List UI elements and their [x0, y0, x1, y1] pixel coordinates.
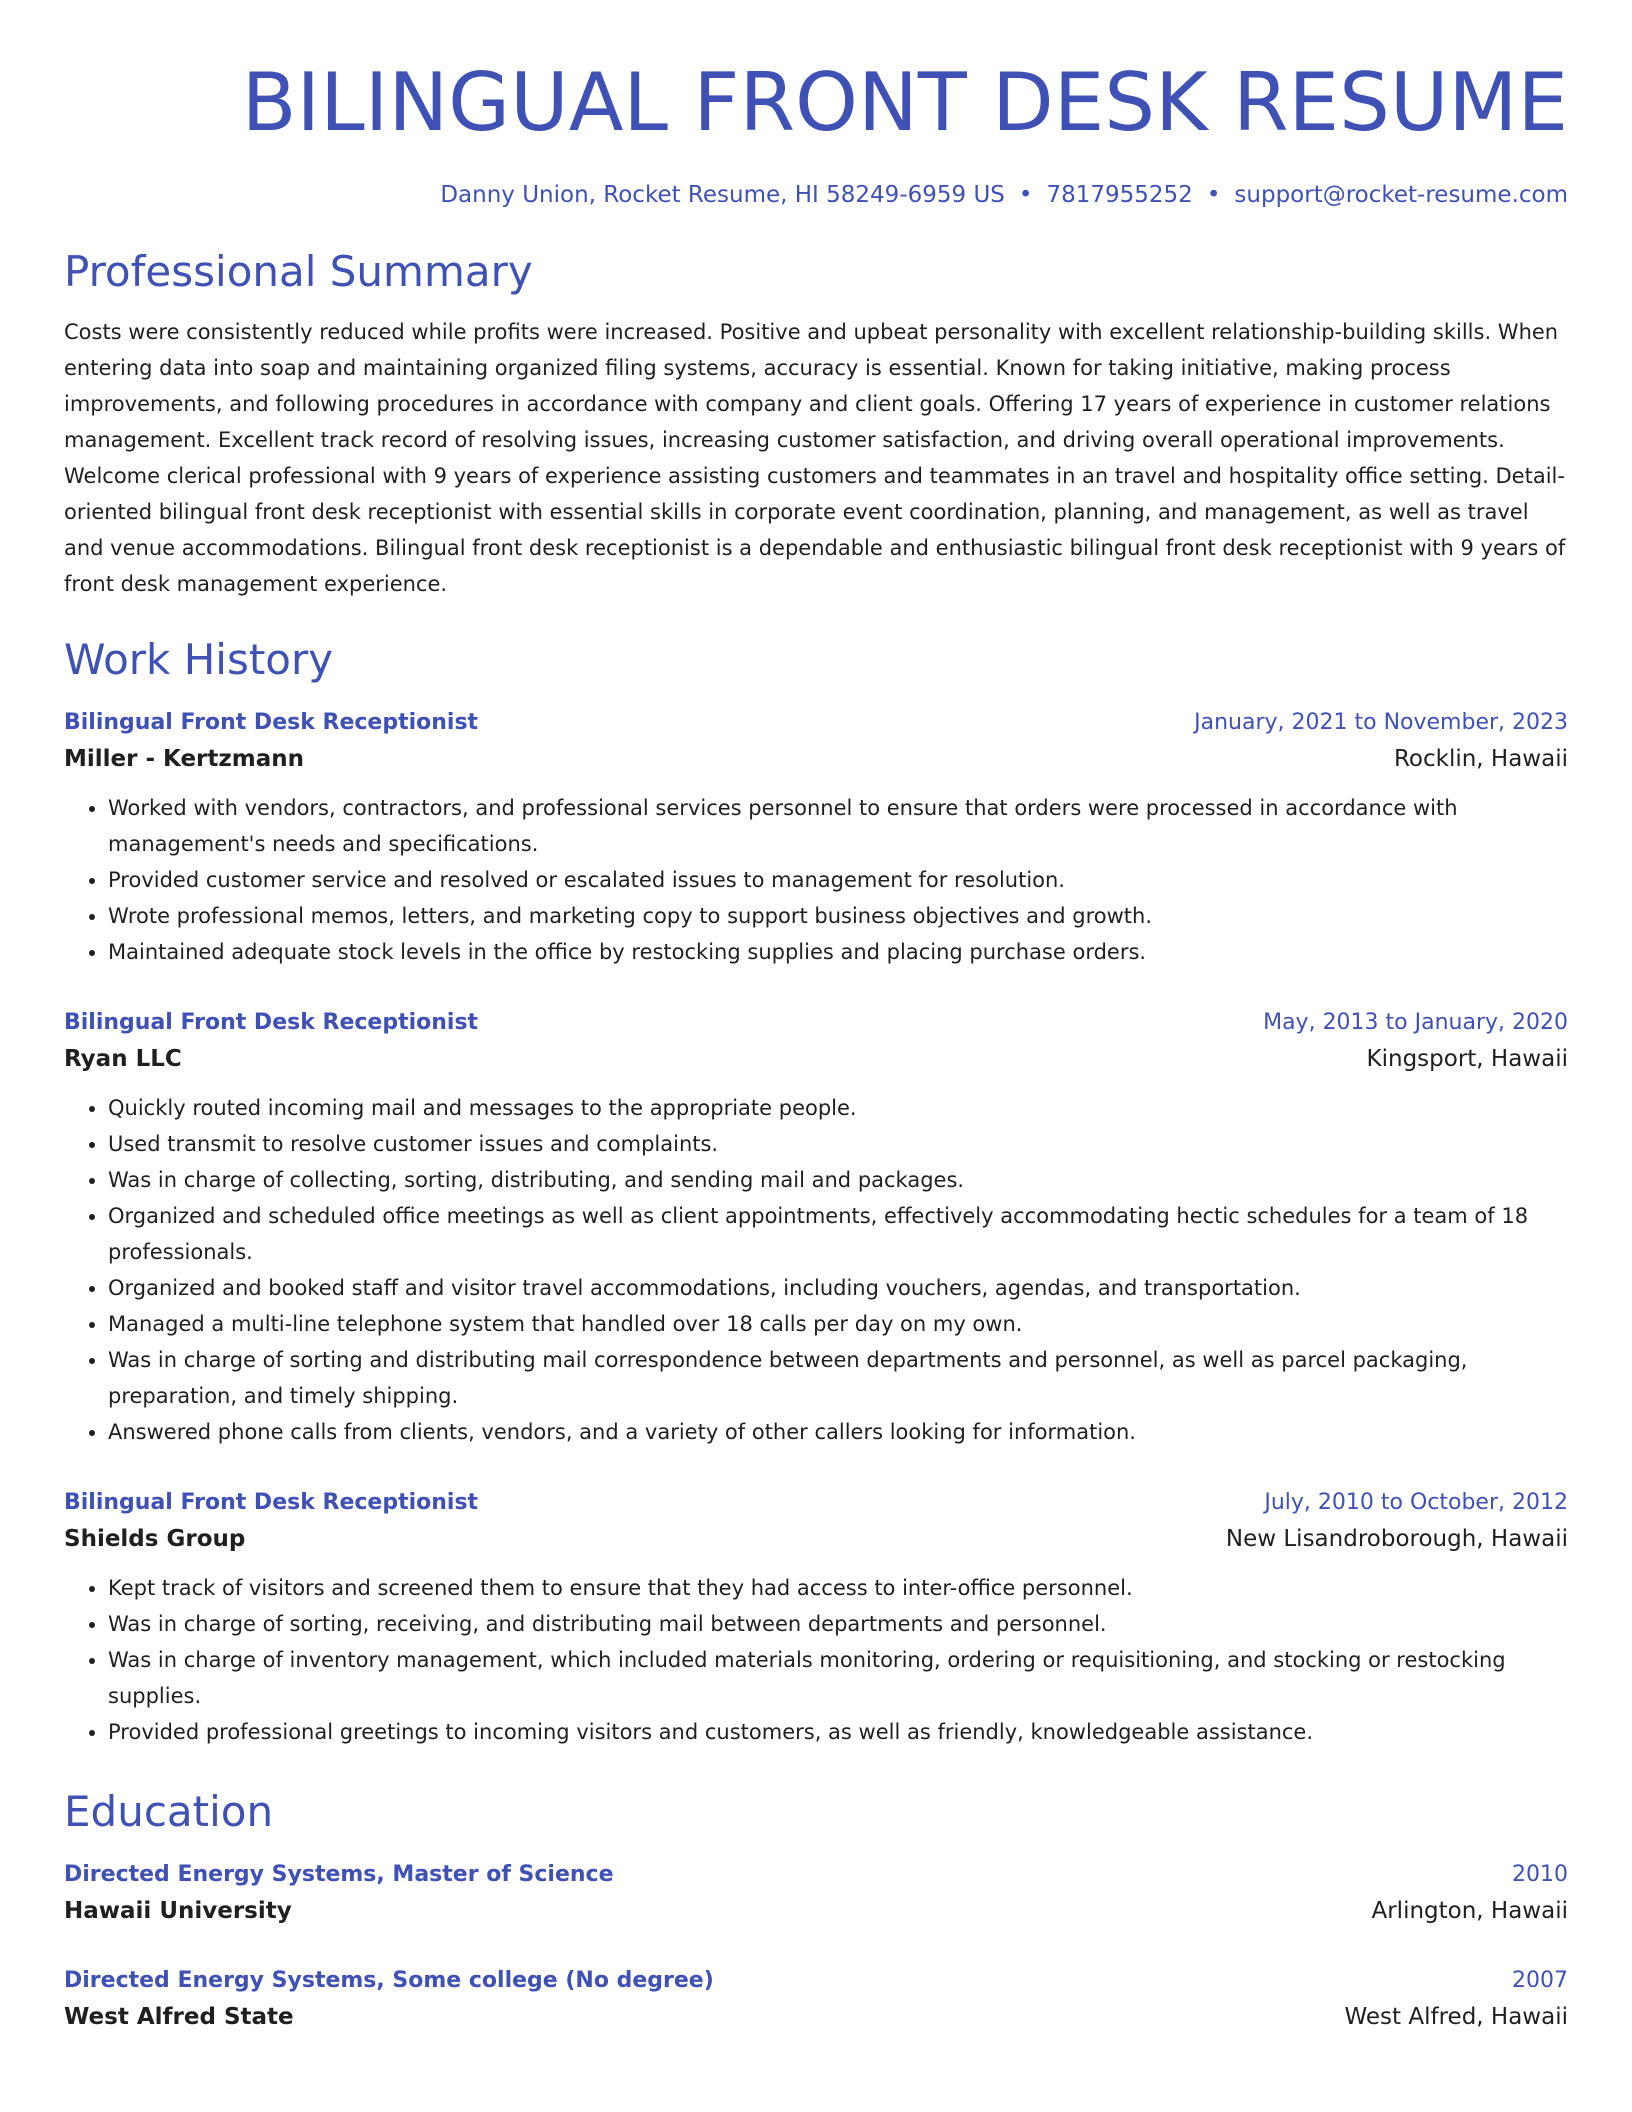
job-bullet: • Used transmit to resolve customer issues and complaints.	[108, 1126, 1568, 1162]
job-bullet: • Kept track of visitors and screened them to ensure that they had access to inter-office personnel.	[108, 1570, 1568, 1606]
contact-address: Danny Union, Rocket Resume, HI 58249-6959 US	[440, 182, 1005, 208]
job-bullet: • Organized and booked staff and visitor travel accommodations, including vouchers, agendas, and transportation.	[108, 1270, 1568, 1306]
job-title: Bilingual Front Desk Receptionist	[64, 1490, 479, 1515]
job-entry	[64, 1006, 1568, 1450]
education-degree-row	[64, 1858, 1568, 1892]
job-bullet: • Wrote professional memos, letters, and marketing copy to support business objectives and growth.	[108, 898, 1568, 934]
job-company: Miller - Kertzmann	[64, 746, 305, 772]
job-bullet: • Managed a multi-line telephone system that handled over 18 calls per day on my own.	[108, 1306, 1568, 1342]
education-school-row	[64, 1998, 1568, 2036]
job-title-row	[64, 1006, 1568, 1040]
education-location: Arlington, Hawaii	[1371, 1898, 1568, 1924]
job-dates: May, 2013 to January, 2020	[1263, 1010, 1568, 1035]
job-bullets	[64, 1090, 1568, 1450]
education-degree: Directed Energy Systems, Some college (No degree)	[64, 1968, 714, 1993]
job-entry	[64, 1486, 1568, 1750]
education-entry	[64, 1964, 1568, 2036]
job-bullet: • Was in charge of inventory management, which included materials monitoring, ordering or requisitioning, and stocking or restocking supplies.	[108, 1642, 1568, 1714]
contact-separator: •	[1018, 182, 1033, 208]
job-bullet: • Worked with vendors, contractors, and professional services personnel to ensure that orders were processed in accordance with management's needs and specifications.	[108, 790, 1568, 862]
job-company: Ryan LLC	[64, 1046, 182, 1072]
job-title-row	[64, 1486, 1568, 1520]
job-bullet: • Was in charge of collecting, sorting, distributing, and sending mail and packages.	[108, 1162, 1568, 1198]
job-bullet: • Organized and scheduled office meetings as well as client appointments, effectively accommodating hectic schedules for a team of 18 professionals.	[108, 1198, 1568, 1270]
summary-heading: Professional Summary	[64, 247, 533, 296]
job-bullet: • Quickly routed incoming mail and messages to the appropriate people.	[108, 1090, 1568, 1126]
education-degree-row	[64, 1964, 1568, 1998]
work-history-heading: Work History	[64, 635, 334, 684]
education-degree: Directed Energy Systems, Master of Science	[64, 1862, 614, 1887]
job-title-row	[64, 706, 1568, 740]
resume-header	[64, 48, 1568, 212]
resume-title: BILINGUAL FRONT DESK RESUME	[241, 56, 1568, 149]
job-bullet: • Answered phone calls from clients, vendors, and a variety of other callers looking for information.	[108, 1414, 1568, 1450]
summary-text: Costs were consistently reduced while profits were increased. Positive and upbeat personality with excellent relationship-building skills. When entering data into soap and maintaining organized filing systems, accuracy is essential. Known for taking initiative, making process improvements, and following procedures in accordance with company and client goals. Offering 17 years of experience in customer relations management. Excellent track record of resolving issues, increasing customer satisfaction, and driving overall operational improvements. Welcome clerical professional with 9 years of experience assisting customers and teammates in an travel and hospitality office setting. Detail-oriented bilingual front desk receptionist with essential skills in corporate event coordination, planning, and management, as well as travel and venue accommodations. Bilingual front desk receptionist is a dependable and enthusiastic bilingual front desk receptionist with 9 years of front desk management experience.	[64, 320, 1566, 596]
contact-email: support@rocket-resume.com	[1234, 182, 1568, 208]
job-location: New Lisandroborough, Hawaii	[1225, 1526, 1568, 1552]
job-bullets	[64, 790, 1568, 970]
job-bullet: • Was in charge of sorting and distributing mail correspondence between departments and personnel, as well as parcel packaging, preparation, and timely shipping.	[108, 1342, 1568, 1414]
job-dates: July, 2010 to October, 2012	[1264, 1490, 1568, 1515]
job-bullet: • Provided customer service and resolved or escalated issues to management for resolution.	[108, 862, 1568, 898]
job-bullet: • Maintained adequate stock levels in the office by restocking supplies and placing purchase orders.	[108, 934, 1568, 970]
job-entry	[64, 706, 1568, 970]
education-year: 2007	[1512, 1968, 1568, 1993]
contact-phone: 7817955252	[1046, 182, 1193, 208]
education-school-row	[64, 1892, 1568, 1930]
education-heading: Education	[64, 1787, 274, 1836]
job-company-row	[64, 1520, 1568, 1558]
job-bullets	[64, 1570, 1568, 1750]
job-location: Rocklin, Hawaii	[1393, 746, 1568, 772]
job-company-row	[64, 740, 1568, 778]
job-title: Bilingual Front Desk Receptionist	[64, 710, 479, 735]
contact-separator: •	[1206, 182, 1221, 208]
education-entry	[64, 1858, 1568, 1930]
job-title: Bilingual Front Desk Receptionist	[64, 1010, 479, 1035]
education-school: Hawaii University	[64, 1898, 292, 1924]
job-bullet: • Was in charge of sorting, receiving, and distributing mail between departments and personnel.	[108, 1606, 1568, 1642]
education-year: 2010	[1512, 1862, 1568, 1887]
education-location: West Alfred, Hawaii	[1344, 2004, 1568, 2030]
job-dates: January, 2021 to November, 2023	[1194, 710, 1568, 735]
contact-line	[64, 178, 1568, 212]
job-company: Shields Group	[64, 1526, 246, 1552]
job-bullet: • Provided professional greetings to incoming visitors and customers, as well as friendly, knowledgeable assistance.	[108, 1714, 1568, 1750]
job-location: Kingsport, Hawaii	[1366, 1046, 1568, 1072]
education-school: West Alfred State	[64, 2004, 294, 2030]
job-company-row	[64, 1040, 1568, 1078]
